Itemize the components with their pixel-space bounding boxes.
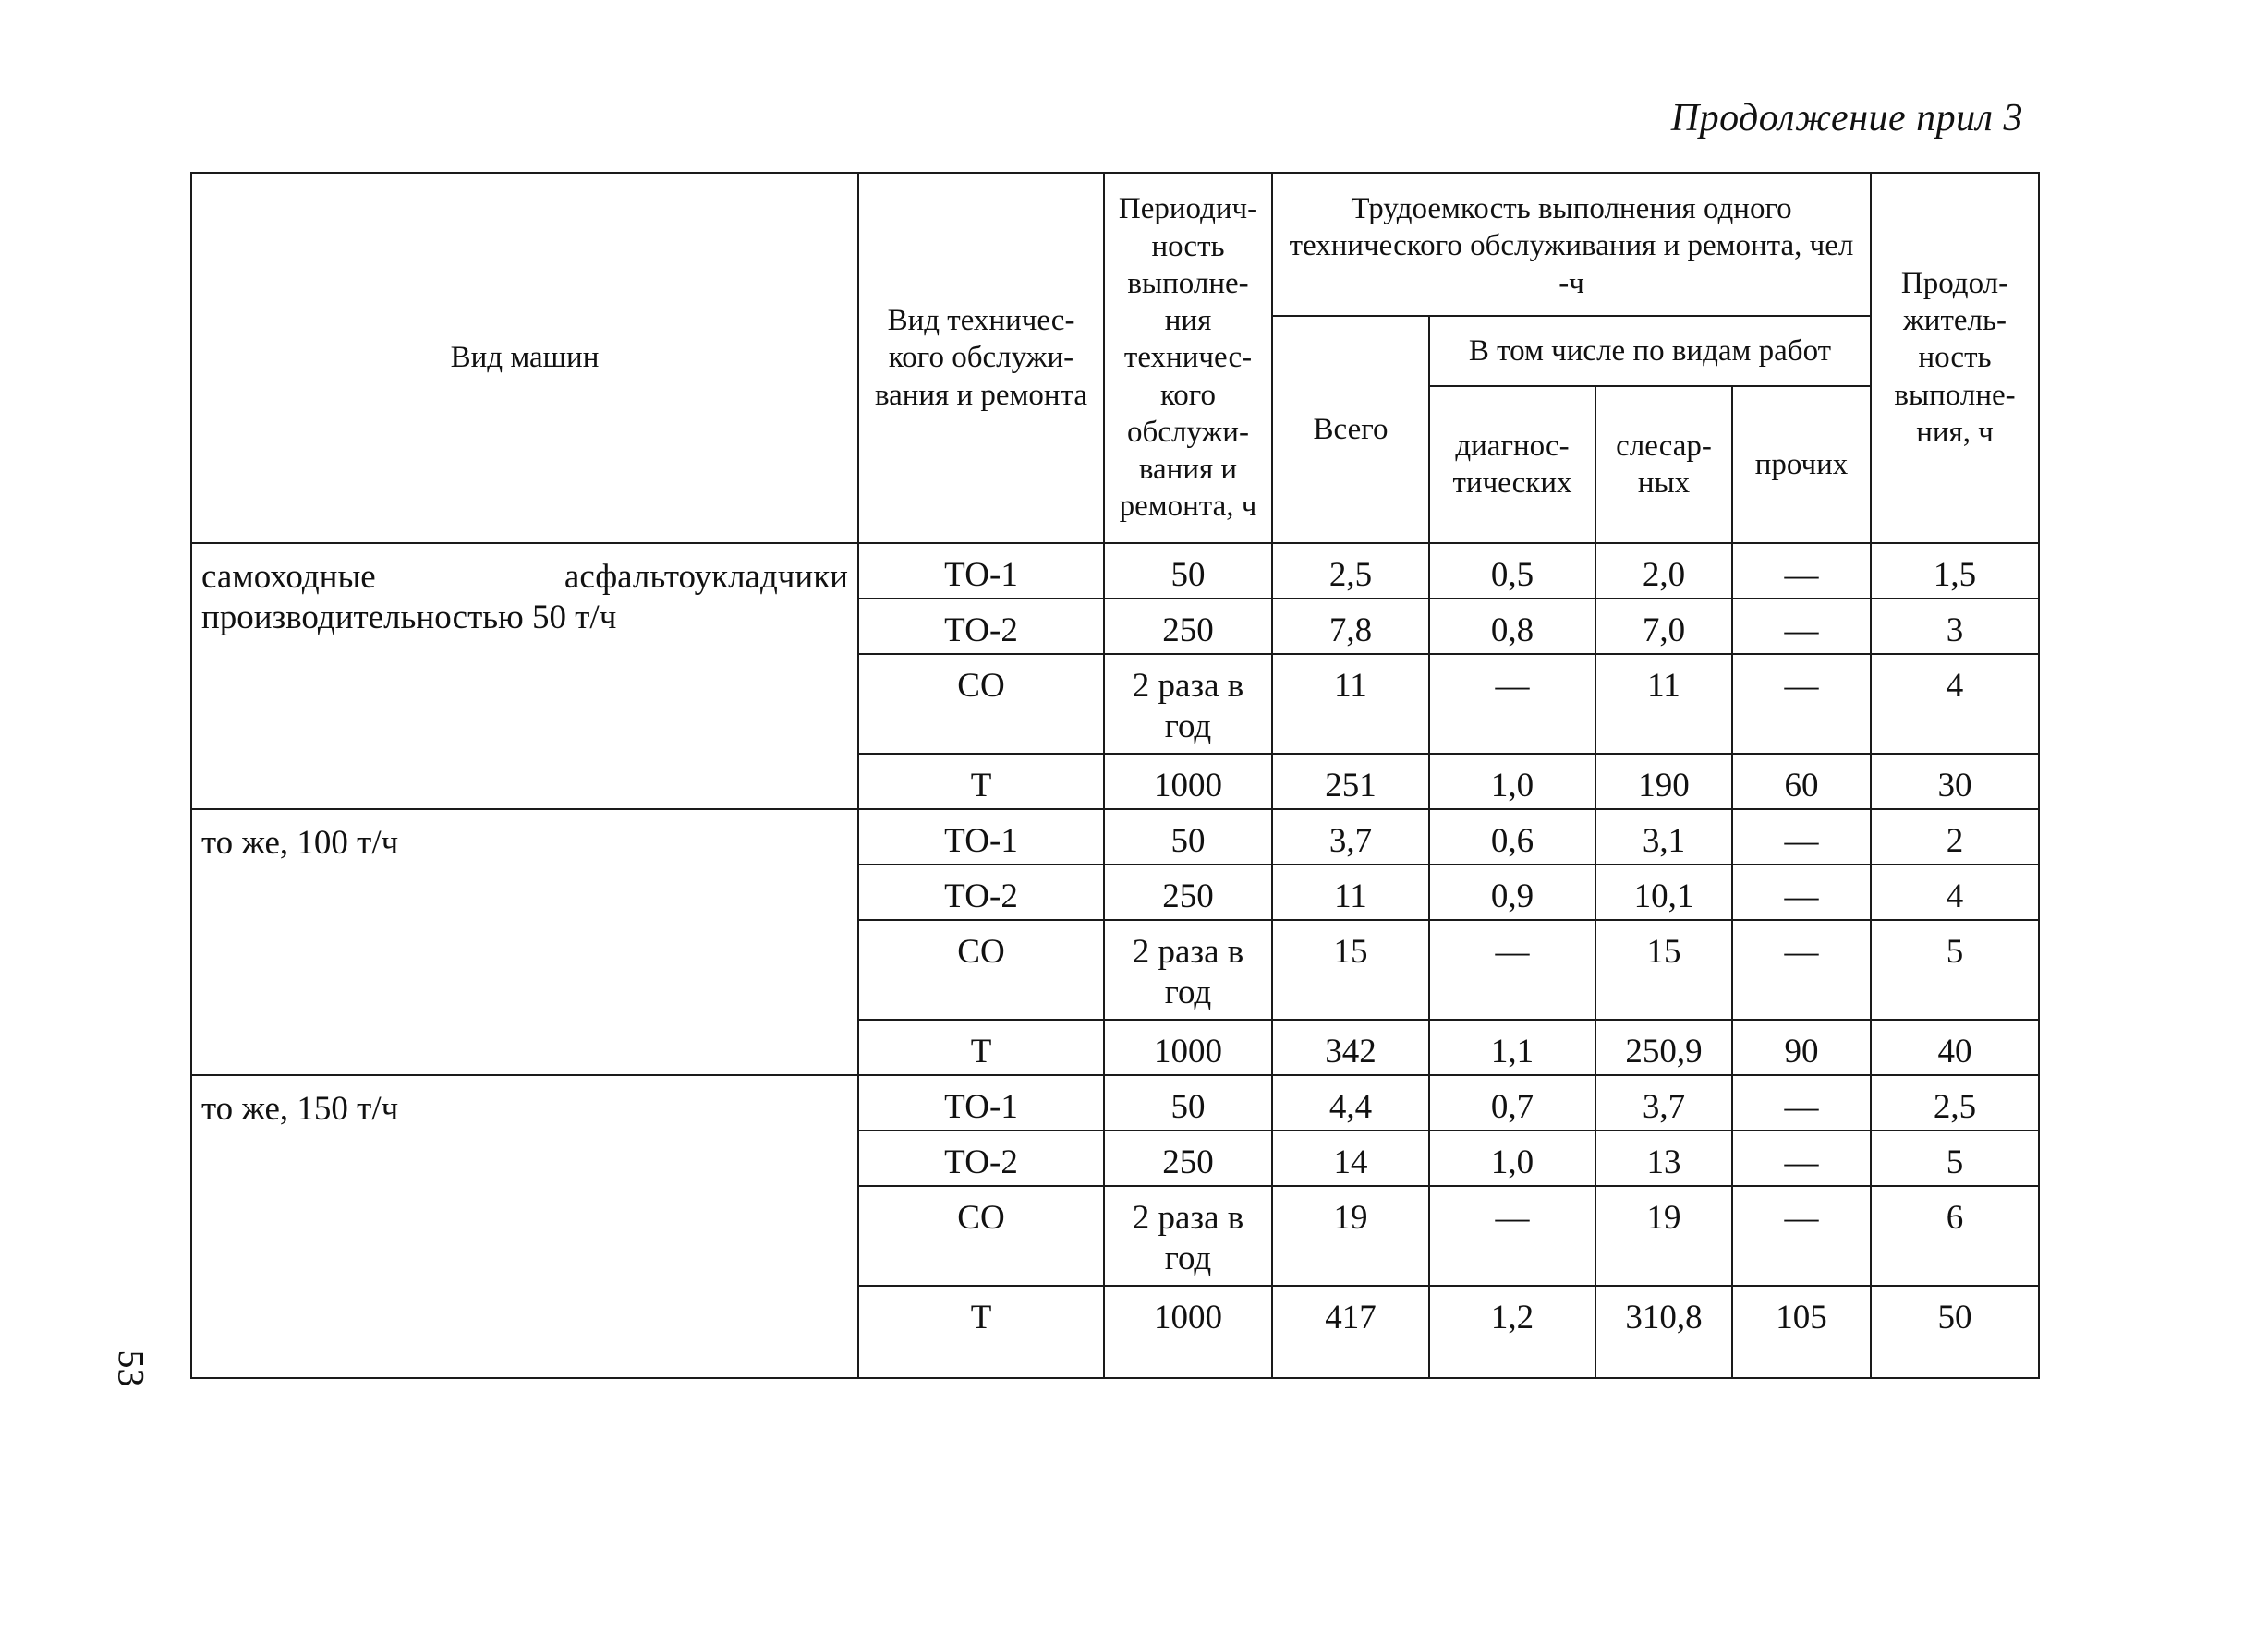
service-cell: ТО-1 [858, 1075, 1104, 1131]
diagnostic-cell: 0,7 [1429, 1075, 1595, 1131]
header-total: Всего [1272, 316, 1429, 543]
service-cell: ТО-2 [858, 599, 1104, 654]
locksmith-cell: 310,8 [1595, 1286, 1732, 1378]
periodicity-cell: 50 [1104, 1075, 1272, 1131]
locksmith-cell: 15 [1595, 920, 1732, 1020]
locksmith-cell: 3,1 [1595, 809, 1732, 865]
header-diagnostic: диагнос-тических [1429, 386, 1595, 543]
service-cell: СО [858, 920, 1104, 1020]
periodicity-cell: 1000 [1104, 1286, 1272, 1378]
other-cell: — [1732, 865, 1871, 920]
service-cell: СО [858, 1186, 1104, 1286]
diagnostic-cell: 1,1 [1429, 1020, 1595, 1075]
total-cell: 11 [1272, 865, 1429, 920]
diagnostic-cell: 0,6 [1429, 809, 1595, 865]
machine-type-cell: то же, 100 т/ч [191, 809, 858, 1075]
other-cell: — [1732, 654, 1871, 754]
periodicity-cell: 250 [1104, 599, 1272, 654]
diagnostic-cell: — [1429, 920, 1595, 1020]
other-cell: — [1732, 599, 1871, 654]
duration-cell: 40 [1871, 1020, 2039, 1075]
periodicity-cell: 2 раза в год [1104, 654, 1272, 754]
diagnostic-cell: 0,5 [1429, 543, 1595, 599]
duration-cell: 4 [1871, 865, 2039, 920]
duration-cell: 2,5 [1871, 1075, 2039, 1131]
diagnostic-cell: 1,2 [1429, 1286, 1595, 1378]
periodicity-cell: 50 [1104, 543, 1272, 599]
locksmith-cell: 11 [1595, 654, 1732, 754]
diagnostic-cell: 0,8 [1429, 599, 1595, 654]
other-cell: — [1732, 1131, 1871, 1186]
total-cell: 417 [1272, 1286, 1429, 1378]
service-cell: Т [858, 1286, 1104, 1378]
service-cell: ТО-1 [858, 543, 1104, 599]
total-cell: 15 [1272, 920, 1429, 1020]
other-cell: — [1732, 1075, 1871, 1131]
service-cell: Т [858, 754, 1104, 809]
total-cell: 3,7 [1272, 809, 1429, 865]
diagnostic-cell: 1,0 [1429, 754, 1595, 809]
header-by-work-type: В том числе по видам работ [1429, 316, 1871, 386]
header-periodicity: Периодич-ность выполне-ния техничес-кого обслужи-вания и ремонта, ч [1104, 173, 1272, 543]
other-cell: 90 [1732, 1020, 1871, 1075]
locksmith-cell: 19 [1595, 1186, 1732, 1286]
service-cell: ТО-2 [858, 1131, 1104, 1186]
header-service-type: Вид техничес-кого обслужи-вания и ремонта [858, 173, 1104, 543]
periodicity-cell: 250 [1104, 865, 1272, 920]
periodicity-cell: 1000 [1104, 1020, 1272, 1075]
locksmith-cell: 10,1 [1595, 865, 1732, 920]
duration-cell: 5 [1871, 920, 2039, 1020]
header-other: прочих [1732, 386, 1871, 543]
duration-cell: 5 [1871, 1131, 2039, 1186]
machine-type-cell: то же, 150 т/ч [191, 1075, 858, 1378]
header-locksmith: слесар-ных [1595, 386, 1732, 543]
duration-cell: 3 [1871, 599, 2039, 654]
total-cell: 7,8 [1272, 599, 1429, 654]
locksmith-cell: 250,9 [1595, 1020, 1732, 1075]
machine-type-cell: самоходные асфальтоукладчики производительностью 50 т/ч [191, 543, 858, 809]
header-machine-type: Вид машин [191, 173, 858, 543]
header-duration: Продол-житель-ность выполне-ния, ч [1871, 173, 2039, 543]
total-cell: 4,4 [1272, 1075, 1429, 1131]
service-cell: ТО-1 [858, 809, 1104, 865]
diagnostic-cell: 1,0 [1429, 1131, 1595, 1186]
duration-cell: 30 [1871, 754, 2039, 809]
other-cell: 105 [1732, 1286, 1871, 1378]
page-number: 53 [110, 1349, 152, 1387]
total-cell: 19 [1272, 1186, 1429, 1286]
periodicity-cell: 1000 [1104, 754, 1272, 809]
table-row [191, 543, 2039, 599]
table-row [191, 809, 2039, 865]
other-cell: — [1732, 920, 1871, 1020]
duration-cell: 1,5 [1871, 543, 2039, 599]
other-cell: — [1732, 1186, 1871, 1286]
duration-cell: 4 [1871, 654, 2039, 754]
header-labor: Трудоемкость выполнения одного технического обслуживания и ремонта, чел -ч [1272, 173, 1871, 316]
service-cell: СО [858, 654, 1104, 754]
duration-cell: 2 [1871, 809, 2039, 865]
continuation-label: Продолжение прил 3 [1670, 97, 2023, 139]
total-cell: 14 [1272, 1131, 1429, 1186]
total-cell: 2,5 [1272, 543, 1429, 599]
locksmith-cell: 190 [1595, 754, 1732, 809]
total-cell: 251 [1272, 754, 1429, 809]
service-cell: ТО-2 [858, 865, 1104, 920]
other-cell: — [1732, 809, 1871, 865]
periodicity-cell: 2 раза в год [1104, 920, 1272, 1020]
duration-cell: 50 [1871, 1286, 2039, 1378]
periodicity-cell: 2 раза в год [1104, 1186, 1272, 1286]
diagnostic-cell: — [1429, 654, 1595, 754]
locksmith-cell: 7,0 [1595, 599, 1732, 654]
maintenance-table [190, 172, 2040, 1379]
table-body [191, 173, 2039, 1378]
periodicity-cell: 50 [1104, 809, 1272, 865]
duration-cell: 6 [1871, 1186, 2039, 1286]
locksmith-cell: 13 [1595, 1131, 1732, 1186]
total-cell: 342 [1272, 1020, 1429, 1075]
diagnostic-cell: 0,9 [1429, 865, 1595, 920]
service-cell: Т [858, 1020, 1104, 1075]
periodicity-cell: 250 [1104, 1131, 1272, 1186]
total-cell: 11 [1272, 654, 1429, 754]
other-cell: 60 [1732, 754, 1871, 809]
diagnostic-cell: — [1429, 1186, 1595, 1286]
locksmith-cell: 2,0 [1595, 543, 1732, 599]
other-cell: — [1732, 543, 1871, 599]
locksmith-cell: 3,7 [1595, 1075, 1732, 1131]
table-row [191, 1075, 2039, 1131]
